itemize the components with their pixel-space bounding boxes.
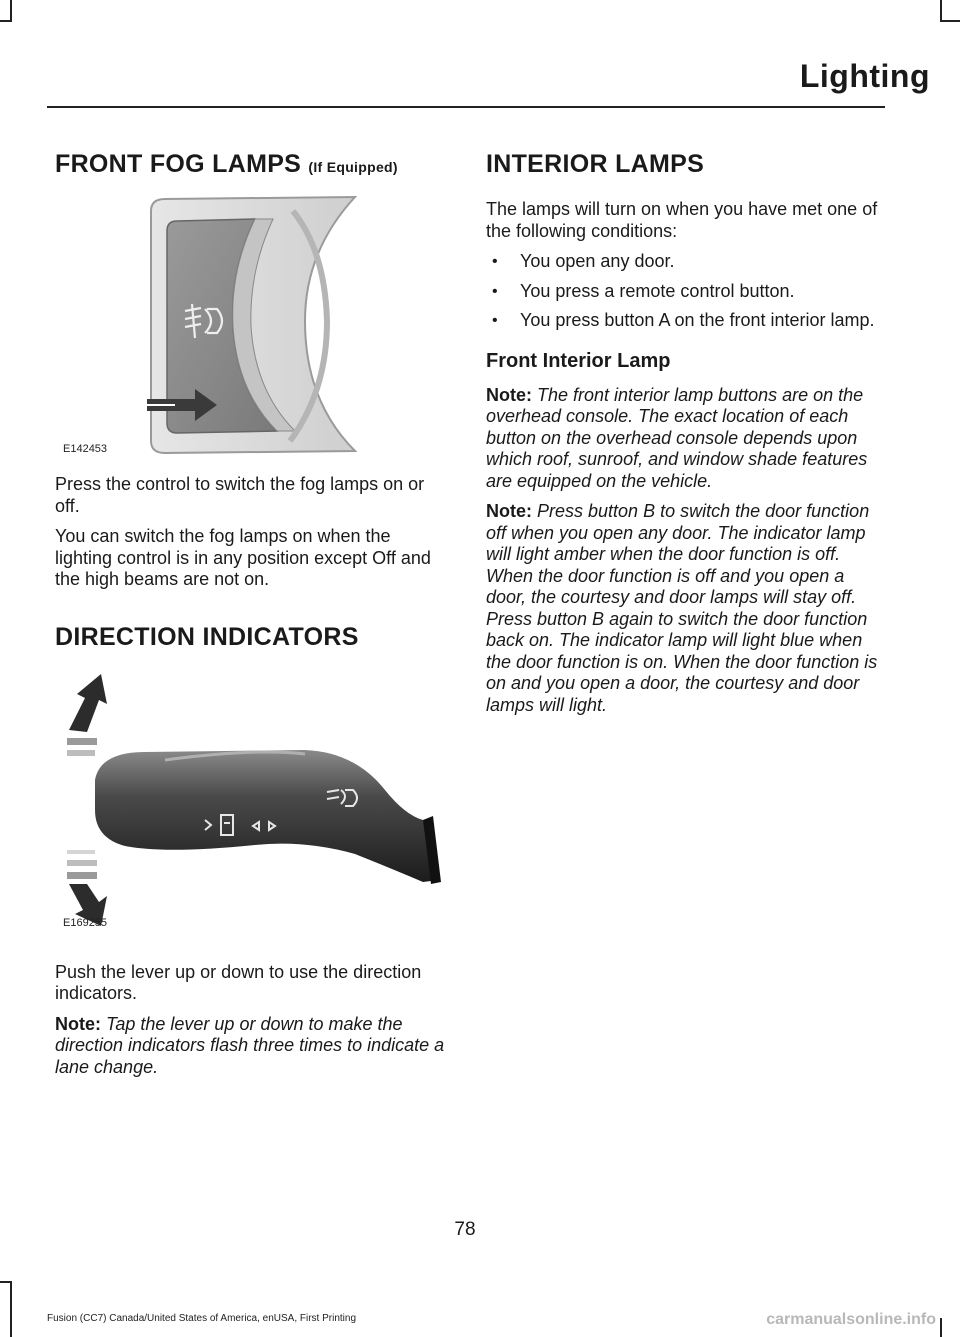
note-label: Note: xyxy=(486,501,532,521)
note-text: Press button B to switch the door function off when you open any door. The indicator lamp will light amber when the door function is off. When the door function is off and you open a door, the courtesy and door lamps will stay off. Press button B again to switch the door function back on. The indicator lamp will light blue when the door function is on. When the door function is on and you open a door, the courtesy and door lamps will light. xyxy=(486,501,878,715)
right-column xyxy=(486,140,881,716)
page-number: 78 xyxy=(454,1219,476,1240)
fog-lamps-heading xyxy=(55,150,450,179)
crop-mark xyxy=(940,20,960,22)
conditions-list xyxy=(486,251,881,332)
interior-intro: The lamps will turn on when you have met one of the following conditions: xyxy=(486,199,878,241)
interior-lamps-heading: INTERIOR LAMPS xyxy=(486,150,705,178)
left-column xyxy=(55,140,450,1078)
header-divider xyxy=(47,106,885,108)
watermark: carmanualsonline.info xyxy=(766,1311,936,1328)
figure-code: E142453 xyxy=(63,443,108,455)
front-lamp-note-1 xyxy=(486,385,881,493)
note-text: The front interior lamp buttons are on the overhead console. The exact location of each button on the overhead console depends upon which roof, sunroof, and window shade features are equipped on the vehicle. xyxy=(486,384,868,491)
front-interior-lamp-heading: Front Interior Lamp xyxy=(486,349,671,372)
list-item: • You press button A on the front interior lamp. xyxy=(486,310,881,332)
fog-lamp-switch-illustration xyxy=(55,191,450,456)
figure-code: E169255 xyxy=(63,916,108,929)
list-item: • You open any door. xyxy=(486,251,881,273)
crop-mark xyxy=(10,0,12,22)
crop-mark xyxy=(0,1281,12,1283)
crop-mark xyxy=(0,20,12,22)
front-lamp-note-2 xyxy=(486,501,881,716)
fog-lamp-switch-figure xyxy=(55,191,450,456)
indicators-note xyxy=(55,1014,450,1079)
direction-indicators-heading: DIRECTION INDICATORS xyxy=(55,622,359,651)
note-label: Note: xyxy=(55,1013,101,1034)
list-item: • You press a remote control button. xyxy=(486,281,881,303)
footer-edition-text: Fusion (CC7) Canada/United States of America, enUSA, First Printing xyxy=(47,1313,357,1324)
note-text: Tap the lever up or down to make the direction indicators flash three times to indicate a lane change. xyxy=(55,1013,445,1077)
crop-mark xyxy=(10,1281,12,1337)
fog-paragraph-2: You can switch the fog lamps on when the lighting control is in any position except Off and the high beams are not on. xyxy=(55,526,431,589)
indicator-lever-illustration xyxy=(55,670,450,930)
note-label: Note: xyxy=(486,384,532,405)
indicators-paragraph: Push the lever up or down to use the direction indicators. xyxy=(55,961,422,1003)
page-section-title: Lighting xyxy=(799,58,930,94)
down-arrow-icon xyxy=(67,850,107,926)
up-arrow-icon xyxy=(67,674,107,756)
crop-mark xyxy=(940,1318,942,1337)
if-equipped-label: (If Equipped) xyxy=(308,159,398,175)
fog-lamps-heading-text: FRONT FOG LAMPS xyxy=(55,150,302,178)
fog-paragraph-1: Press the control to switch the fog lamps on or off. xyxy=(55,474,425,516)
crop-mark xyxy=(940,0,942,22)
direction-indicator-figure xyxy=(55,670,450,930)
